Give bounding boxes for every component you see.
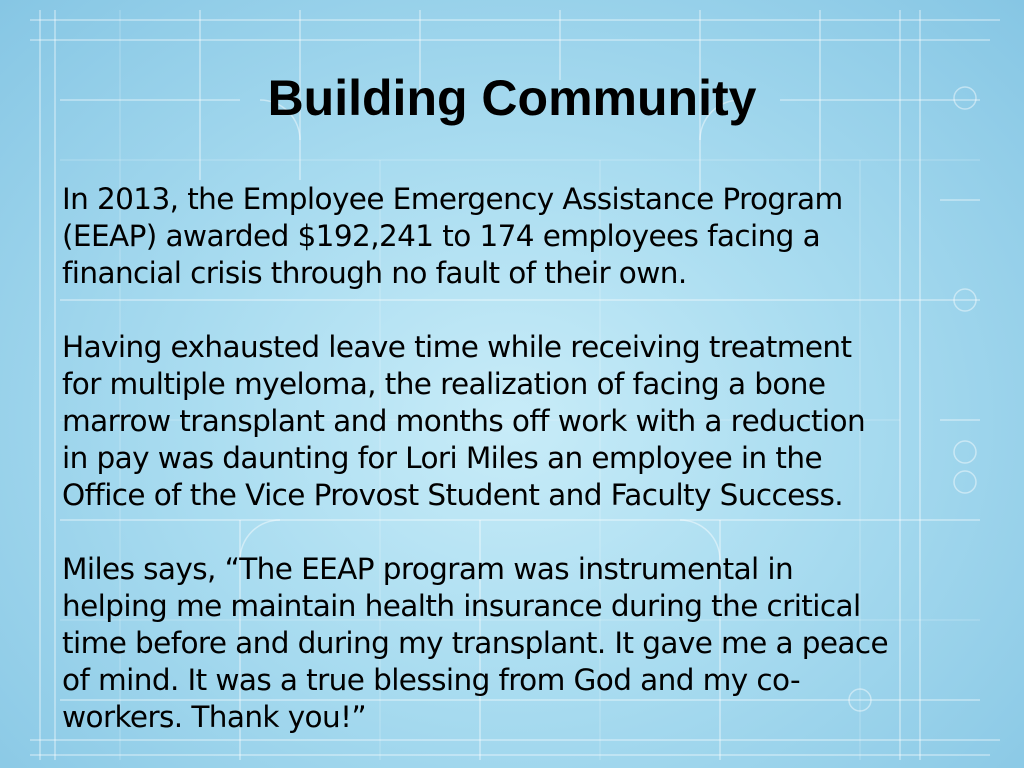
text-line: workers. Thank you!” [62, 700, 367, 734]
text-line: in pay was daunting for Lori Miles an employee in the [62, 441, 822, 475]
paragraph-eeap-award [62, 181, 982, 292]
text-line: for multiple myeloma, the realization of facing a bone [62, 367, 826, 401]
paragraph-miles-quote [62, 551, 982, 736]
slide-body [62, 181, 982, 736]
text-line: time before and during my transplant. It gave me a peace [62, 626, 889, 660]
paragraph-lori-miles-story [62, 329, 982, 514]
text-line: helping me maintain health insurance during the critical [62, 589, 861, 623]
text-line: Having exhausted leave time while receiving treatment [62, 330, 852, 364]
text-line: financial crisis through no fault of their own. [62, 256, 687, 290]
text-line: Miles says, “The EEAP program was instrumental in [62, 552, 794, 586]
text-line: marrow transplant and months off work with a reduction [62, 404, 866, 438]
text-line: (EEAP) awarded $192,241 to 174 employees facing a [62, 219, 821, 253]
slide-title: Building Community [267, 70, 757, 126]
text-line: of mind. It was a true blessing from God and my co- [62, 663, 801, 697]
text-line: Office of the Vice Provost Student and Faculty Success. [62, 478, 843, 512]
text-line: In 2013, the Employee Emergency Assistance Program [62, 182, 843, 216]
